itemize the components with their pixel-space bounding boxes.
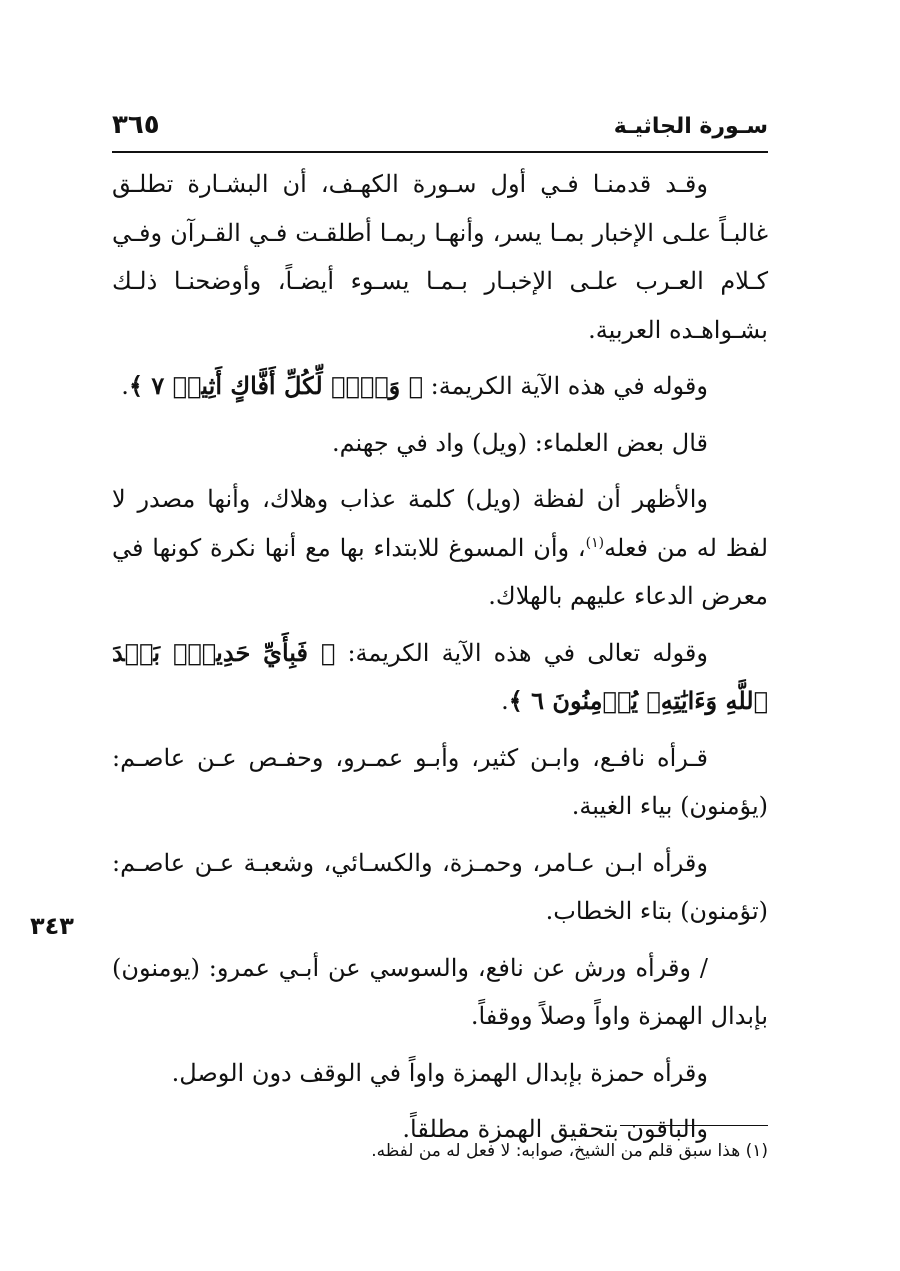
paragraph-6: قـرأه نافـع، وابـن كثير، وأبـو عمـرو، وحفـص عـن عاصـم: (يؤمنون) بياء الغيبة.: [112, 743, 768, 820]
surah-title: سـورة الجاثيـة: [613, 114, 768, 139]
paragraph-5: [112, 629, 768, 726]
paragraph-8-text: وقرأه ورش عن نافع، والسوسي عن أبـي عمرو: (يومنون) بإبدال الهمزة واواً وصلاً ووقفاً.: [112, 953, 768, 1030]
paragraph-1: وقـد قدمنـا فـي أول سـورة الكهـف، أن البشـارة تطلـق غالبـاً علـى الإخبار بمـا يسر، وأنهـا ربمـا أطلقـت فـي القـرآن وفـي كـلام العـرب علـى الإخبـار بـمـا يسـوء أيضـاً، وأوضحنـا ذلـك بشـواهـده العربية.: [112, 170, 768, 344]
footnote: [112, 1138, 768, 1164]
paragraph-4: [112, 475, 768, 621]
paragraph-4-start: والأظهر أن لفظة (ويل) كلمة عذاب وهلاك، وأنها مصدر لا لفظ له من فعله: [112, 485, 768, 562]
margin-page-reference: ٣٤٣: [30, 912, 74, 940]
paragraph-2: [112, 362, 768, 411]
paragraph-5-end: .: [501, 687, 509, 715]
paragraph-3: قال بعض العلماء: (ويل) واد في جهنم.: [331, 428, 708, 457]
paragraph-9: وقرأه حمزة بإبدال الهمزة واواً في الوقف دون الوصل.: [171, 1058, 708, 1087]
footnote-marker: (١): [585, 534, 605, 551]
page-break-slash: /: [699, 953, 708, 982]
paragraph-7: وقرأه ابـن عـامر، وحمـزة، والكسـائي، وشعبـة عـن عاصـم: (تؤمنون) بتاء الخطاب.: [112, 848, 768, 925]
footnote-text: هذا سبق قلم من الشيخ، صوابه: لا فعل له من لفظه.: [371, 1141, 741, 1161]
paragraph-4-end: ، وأن المسوغ للابتداء بها مع أنها نكرة كونها في معرض الدعاء عليهم بالهلاك.: [112, 533, 768, 610]
paragraph-5-intro: وقوله تعالى في هذه الآية الكريمة:: [347, 638, 708, 667]
paragraph-2-intro: وقوله في هذه الآية الكريمة:: [430, 372, 708, 400]
page-number: ٣٦٥: [112, 110, 160, 140]
footnote-rule: [620, 1125, 768, 1126]
main-text: [112, 160, 768, 1162]
paragraph-2-end: .: [121, 372, 129, 400]
paragraph-8: [112, 944, 768, 1041]
quran-ayah: ﴿ وَيۡلٞ لِّكُلِّ أَفَّاكٍ أَثِيمٖ ٧ ﴾: [128, 371, 423, 400]
quran-ayah: ﴿ فَبِأَيِّ حَدِيثِۭ بَعۡدَ ٱللَّهِ وَءَايَٰتِهِۦ يُؤۡمِنُونَ ٦ ﴾: [112, 637, 768, 715]
page-header: [112, 108, 768, 150]
paragraph-10: والباقون بتحقيق الهمزة مطلقاً.: [402, 1115, 708, 1143]
footnote-number: (١): [745, 1141, 768, 1161]
header-rule: [112, 151, 768, 153]
